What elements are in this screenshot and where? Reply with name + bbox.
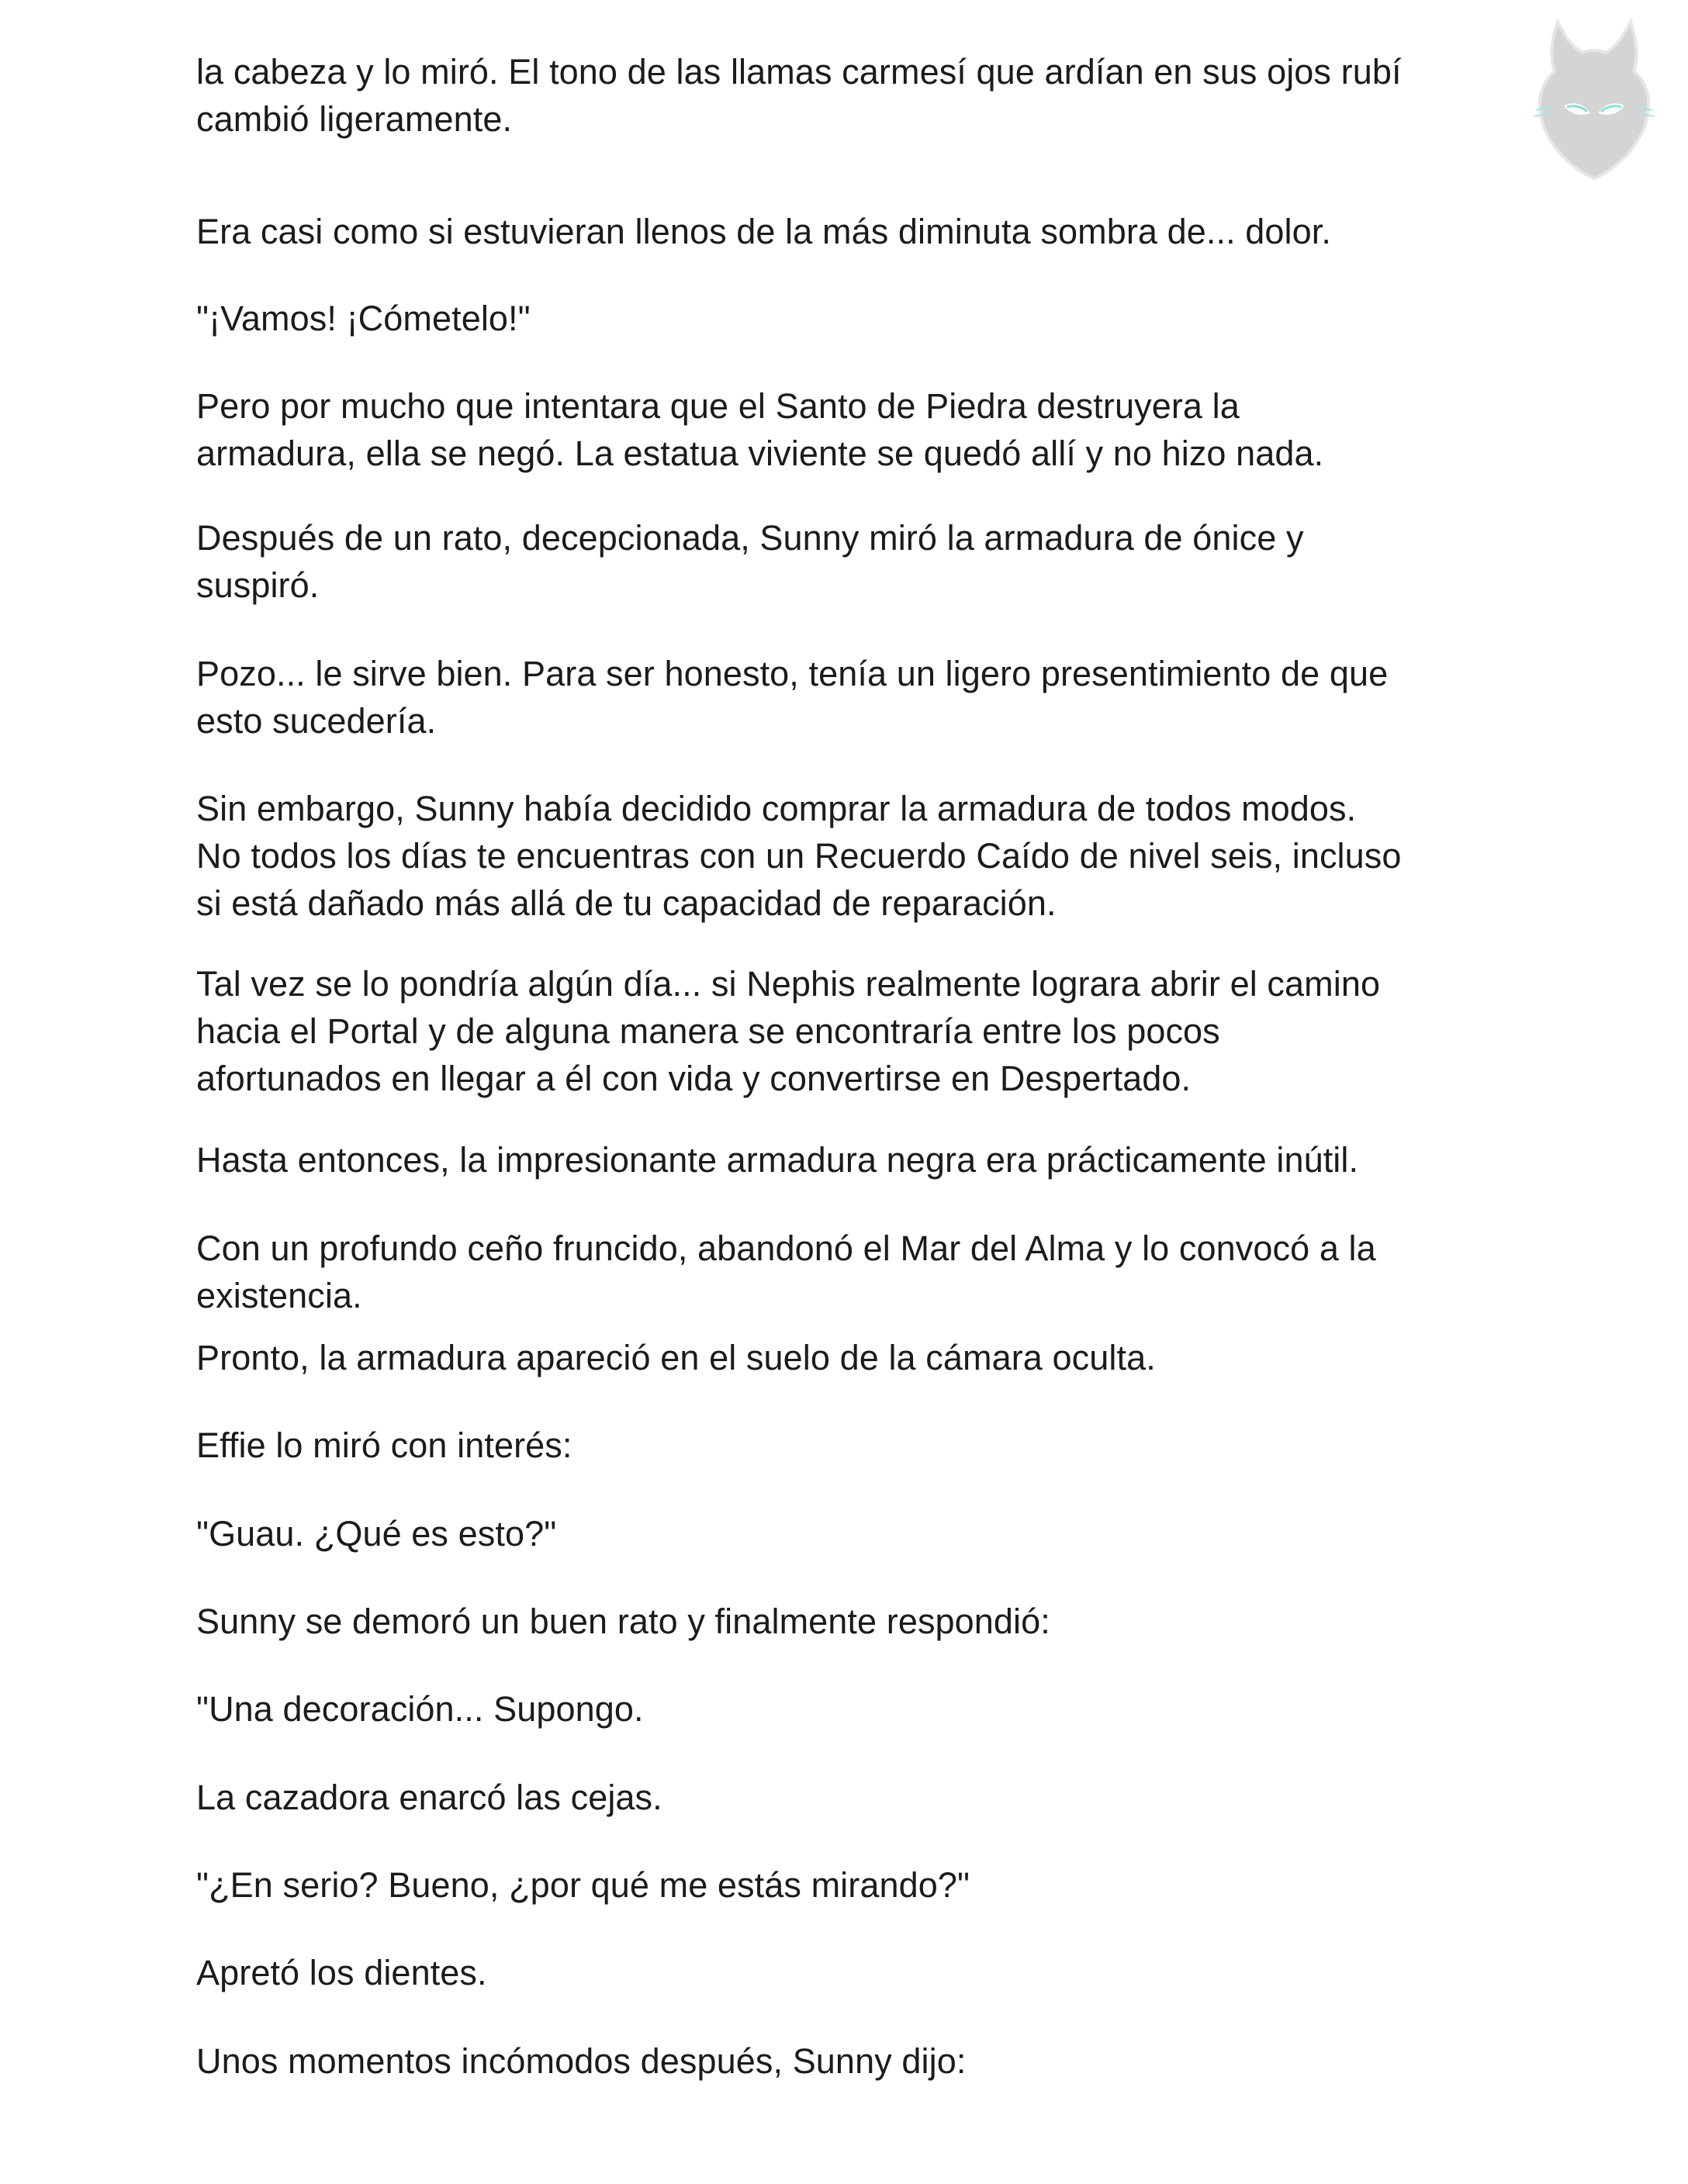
paragraph-line: Unos momentos incómodos después, Sunny dijo:: [196, 2041, 967, 2081]
paragraph: [196, 382, 1323, 477]
paragraph-line: No todos los días te encuentras con un Recuerdo Caído de nivel seis, incluso: [196, 836, 1402, 876]
paragraph-line: si está dañado más allá de tu capacidad de reparación.: [196, 883, 1057, 923]
paragraph-line: Pero por mucho que intentara que el Santo de Piedra destruyera la: [196, 386, 1240, 426]
paragraph-line: "¡Vamos! ¡Cómetelo!": [196, 299, 531, 338]
paragraph-line: Después de un rato, decepcionada, Sunny miró la armadura de ónice y: [196, 518, 1304, 558]
paragraph-line: Tal vez se lo pondría algún día... si Nephis realmente lograra abrir el camino: [196, 964, 1381, 1004]
paragraph: [196, 1861, 970, 1909]
paragraph-line: La cazadora enarcó las cejas.: [196, 1778, 662, 1817]
paragraph-line: esto sucedería.: [196, 701, 437, 741]
paragraph-line: Apretó los dientes.: [196, 1953, 487, 1992]
paragraph-line: hacia el Portal y de alguna manera se encontraría entre los pocos: [196, 1011, 1220, 1051]
paragraph-line: cambió ligeramente.: [196, 99, 513, 139]
paragraph-line: Sin embargo, Sunny había decidido comprar la armadura de todos modos.: [196, 789, 1357, 828]
paragraph-line: Con un profundo ceño fruncido, abandonó el Mar del Alma y lo convocó a la: [196, 1228, 1376, 1268]
paragraph: [196, 1949, 487, 1996]
paragraph-line: suspiró.: [196, 565, 320, 605]
paragraph-line: armadura, ella se negó. La estatua viviente se quedó allí y no hizo nada.: [196, 434, 1324, 473]
paragraph: [196, 295, 531, 342]
paragraph-line: la cabeza y lo miró. El tono de las llamas carmesí que ardían en sus ojos rubí: [196, 52, 1402, 92]
paragraph: [196, 2037, 966, 2085]
paragraph: [196, 514, 1304, 609]
paragraph-line: Pronto, la armadura apareció en el suelo de la cámara oculta.: [196, 1338, 1156, 1377]
paragraph: [196, 48, 1402, 143]
paragraph-line: "Una decoración... Supongo.: [196, 1689, 644, 1729]
paragraph: [196, 1685, 644, 1733]
paragraph-line: "Guau. ¿Qué es esto?": [196, 1514, 557, 1553]
paragraph-line: existencia.: [196, 1276, 362, 1315]
paragraph: [196, 208, 1331, 255]
paragraph-line: afortunados en llegar a él con vida y convertirse en Despertado.: [196, 1059, 1192, 1098]
paragraph: [196, 1136, 1358, 1184]
paragraph: [196, 1774, 662, 1821]
paragraph: [196, 960, 1380, 1102]
paragraph-line: Hasta entonces, la impresionante armadura negra era prácticamente inútil.: [196, 1140, 1359, 1180]
paragraph: [196, 1598, 1050, 1645]
paragraph-line: Pozo... le sirve bien. Para ser honesto, tenía un ligero presentimiento de que: [196, 654, 1389, 693]
paragraph: [196, 785, 1402, 927]
paragraph-line: Sunny se demoró un buen rato y finalmente respondió:: [196, 1602, 1050, 1641]
paragraph-line: "¿En serio? Bueno, ¿por qué me estás mirando?": [196, 1865, 970, 1905]
paragraph: [196, 1510, 556, 1557]
paragraph-line: Effie lo miró con interés:: [196, 1425, 572, 1465]
paragraph: [196, 650, 1388, 745]
paragraph: [196, 1334, 1156, 1381]
paragraph: [196, 1225, 1376, 1319]
logo-shape: [1534, 22, 1654, 178]
paragraph: [196, 1422, 572, 1469]
demon-head-logo-icon: [1520, 14, 1668, 185]
paragraph-line: Era casi como si estuvieran llenos de la más diminuta sombra de... dolor.: [196, 212, 1331, 251]
